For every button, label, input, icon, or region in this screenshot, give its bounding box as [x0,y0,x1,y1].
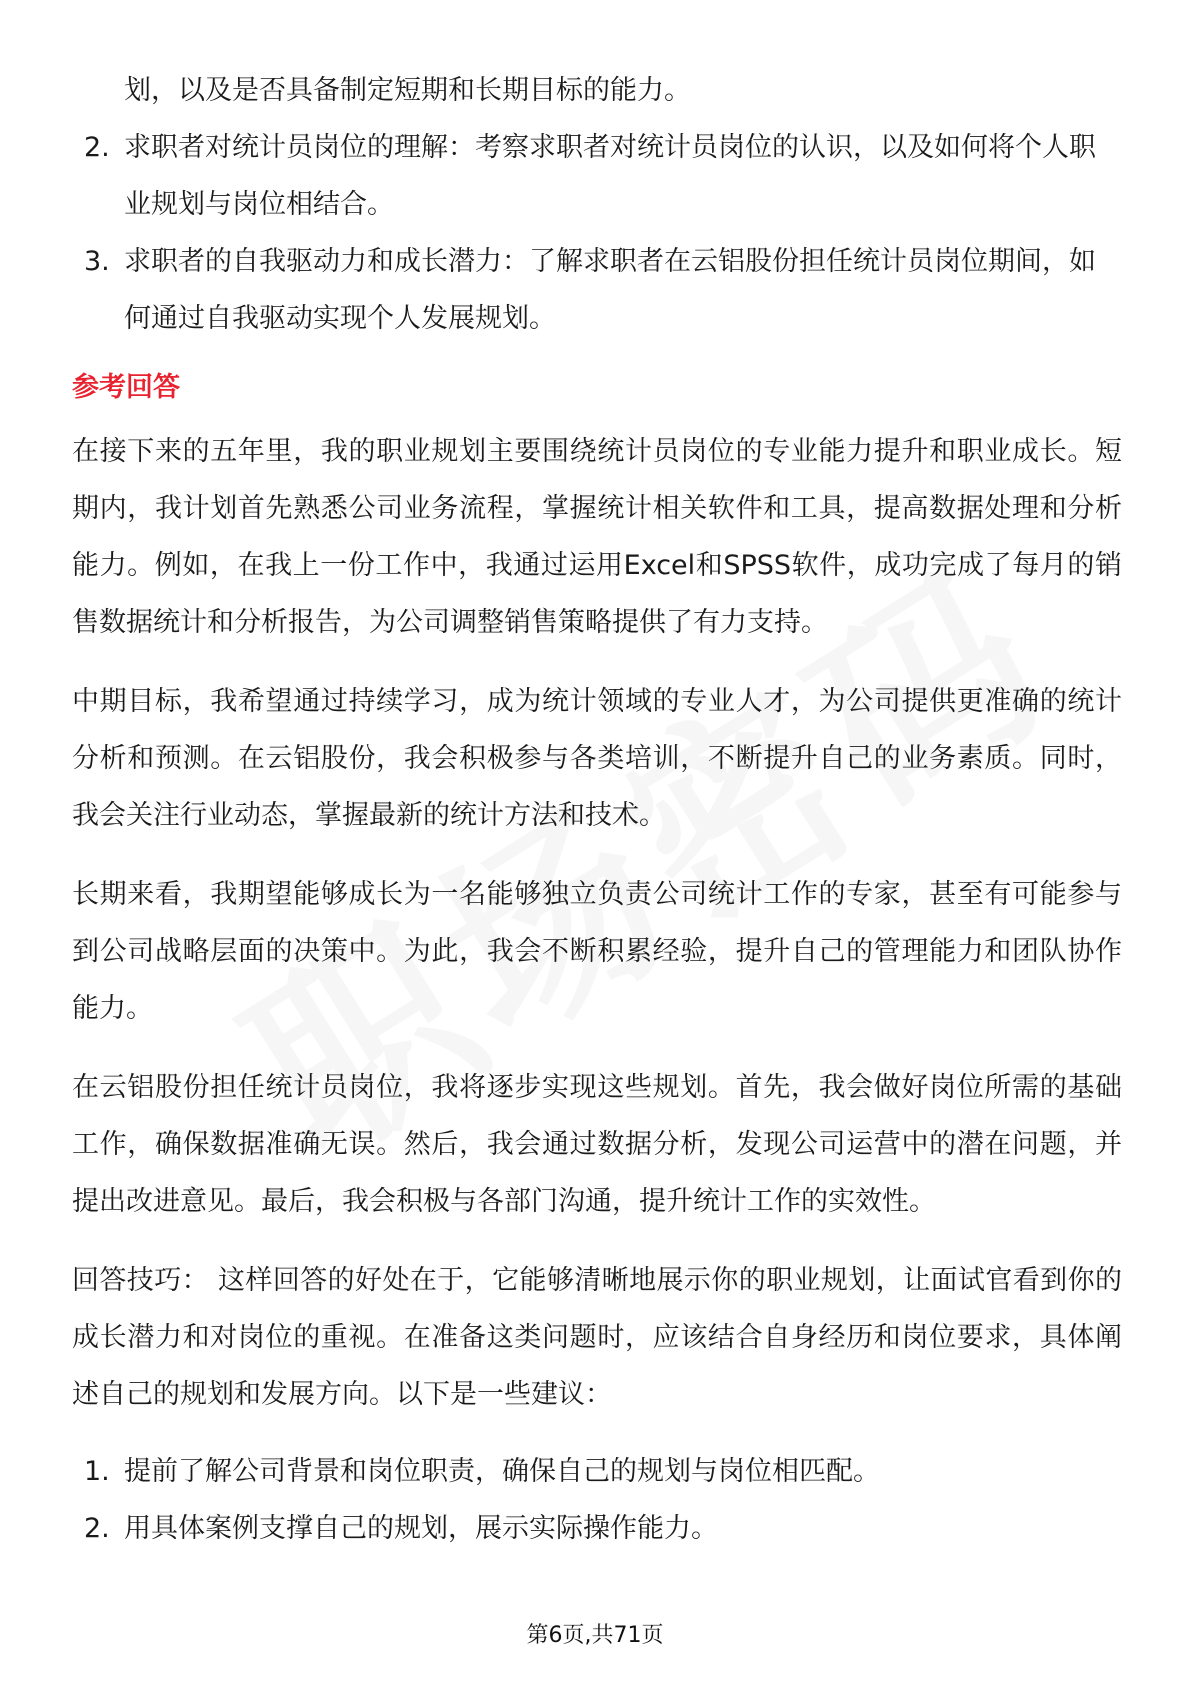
list-item [72,1443,1122,1500]
page-footer: 第6页,共71页 [526,1623,664,1648]
list-item-text: 求职者的自我驱动力和成长潜力：了解求职者在云铝股份担任统计员岗位期间，如何通过自我驱动实现个人发展规划。 [124,246,1096,334]
list-number: 3. [84,246,110,277]
list-item [72,1500,1122,1557]
answer-tips [72,1252,1122,1557]
document-content [72,62,1122,1557]
answer-paragraph: 中期目标，我希望通过持续学习，成为统计领域的专业人才，为公司提供更准确的统计分析和预测。在云铝股份，我会积极参与各类培训，不断提升自己的业务素质。同时，我会关注行业动态，掌握最新的统计方法和技术。 [72,686,1122,831]
list-number: 2. [84,132,110,163]
list-item-text: 提前了解公司背景和岗位职责，确保自己的规划与岗位相匹配。 [124,1456,880,1487]
answer-paragraph: 在接下来的五年里，我的职业规划主要围绕统计员岗位的专业能力提升和职业成长。短期内，我计划首先熟悉公司业务流程，掌握统计相关软件和工具，提高数据处理和分析能力。例如，在我上一份工作中，我通过运用Excel和SPSS软件，成功完成了每月的销售数据统计和分析报告，为公司调整销售策略提供了有力支持。 [72,436,1122,638]
list-item [72,233,1122,347]
answer-paragraph: 长期来看，我期望能够成长为一名能够独立负责公司统计工作的专家，甚至有可能参与到公司战略层面的决策中。为此，我会不断积累经验，提升自己的管理能力和团队协作能力。 [72,879,1122,1024]
question-points-list [72,119,1122,347]
section-heading: 参考回答 [72,372,180,403]
list-item [72,119,1122,233]
list-item-continuation: 划，以及是否具备制定短期和长期目标的能力。 [124,75,691,106]
list-number: 2. [84,1513,110,1544]
list-item-text: 求职者对统计员岗位的理解：考察求职者对统计员岗位的认识，以及如何将个人职业规划与岗位相结合。 [124,132,1096,220]
tips-list [72,1443,1122,1557]
list-number: 1. [84,1456,110,1487]
list-item-text: 用具体案例支撑自己的规划，展示实际操作能力。 [124,1513,718,1544]
tips-paragraph: 回答技巧： 这样回答的好处在于，它能够清晰地展示你的职业规划，让面试官看到你的成长潜力和对岗位的重视。在准备这类问题时，应该结合自身经历和岗位要求，具体阐述自己的规划和发展方向。以下是一些建议： [72,1265,1122,1410]
answer-paragraph: 在云铝股份担任统计员岗位，我将逐步实现这些规划。首先，我会做好岗位所需的基础工作，确保数据准确无误。然后，我会通过数据分析，发现公司运营中的潜在问题，并提出改进意见。最后，我会积极与各部门沟通，提升统计工作的实效性。 [72,1072,1122,1217]
